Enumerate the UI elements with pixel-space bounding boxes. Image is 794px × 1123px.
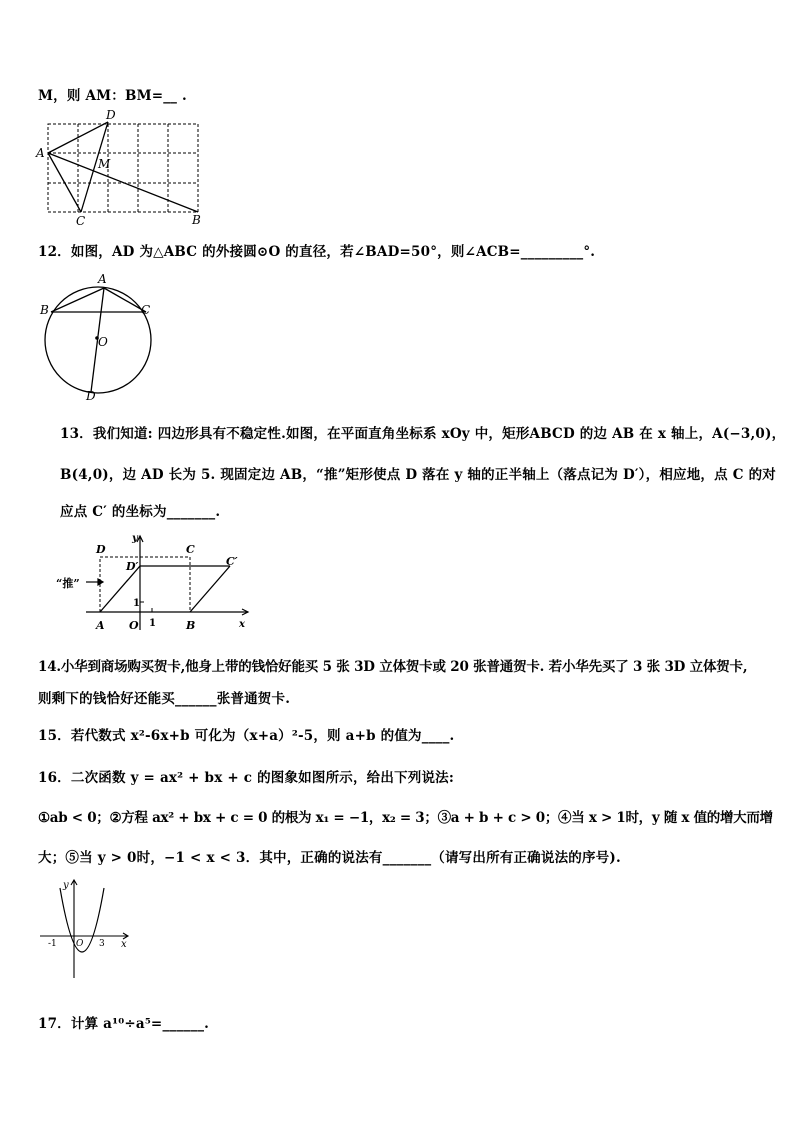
parabola-figure [36, 876, 136, 980]
label-A: A [36, 146, 45, 160]
label-C: C [141, 303, 151, 317]
label-C: C [186, 543, 195, 556]
q11-text: M，则 AM：BM=__ . [38, 88, 187, 104]
label-M: M [98, 157, 111, 171]
label-O: O [129, 619, 139, 632]
label-B: B [192, 213, 201, 227]
label-y: y [132, 533, 138, 544]
circle-figure [36, 268, 156, 402]
q12-text: 12．如图，AD 为△ABC 的外接圆⊙O 的直径，若∠BAD=50°，则∠ACB=_________°. [38, 244, 596, 260]
q16-line3: 大；⑤当 y > 0时，−1 < x < 3．其中，正确的说法有_______（请写出所有正确说法的序号). [38, 850, 621, 866]
label-A: A [96, 619, 105, 632]
q13-line1: 13．我们知道: 四边形具有不稳定性.如图，在平面直角坐标系 xOy 中，矩形ABCD 的边 AB 在 x 轴上，A(−3,0)， [60, 426, 786, 442]
label-A: A [98, 272, 107, 286]
q16-line2: ①ab < 0；②方程 ax² + bx + c = 0 的根为 x₁ = −1，x₂ = 3；③a + b + c > 0；④当 x > 1时，y 随 x 值的增大而增 [38, 810, 773, 826]
label-D: D [106, 108, 116, 122]
q15-text: 15．若代数式 x²-6x+b 可化为（x+a）²-5，则 a+b 的值为____. [38, 728, 455, 744]
rectangle-push-figure [56, 530, 256, 638]
q13-line2: B(4,0)，边 AD 长为 5. 现固定边 AB，“推”矩形使点 D 落在 y 轴的正半轴上（落点记为 D′），相应地，点 C 的对 [60, 467, 776, 483]
label-x: x [121, 939, 127, 950]
q13-line3: 应点 C′ 的坐标为_______. [60, 504, 221, 520]
label-push: “推” [56, 577, 80, 590]
label-one-x: 1 [149, 618, 156, 629]
label-B: B [40, 303, 49, 317]
q14-line2: 则剩下的钱恰好还能买______张普通贺卡. [38, 691, 291, 707]
q16-line1: 16．二次函数 y = ax² + bx + c 的图象如图所示，给出下列说法: [38, 770, 455, 786]
label-neg1: -1 [48, 939, 57, 949]
label-B: B [186, 619, 196, 632]
label-one-y: 1 [133, 598, 140, 609]
grid-figure [34, 106, 214, 228]
label-D-prime: D′ [126, 560, 139, 573]
label-three: 3 [99, 939, 105, 949]
label-O: O [98, 335, 108, 349]
label-x: x [239, 619, 245, 630]
label-C: C [76, 214, 86, 228]
q14-line1: 14.小华到商场购买贺卡,他身上带的钱恰好能买 5 张 3D 立体贺卡或 20 张普通贺卡. 若小华先买了 3 张 3D 立体贺卡, [38, 659, 748, 675]
label-O: O [76, 939, 84, 949]
label-D: D [86, 389, 96, 402]
label-D: D [96, 543, 106, 556]
label-C-prime: C′ [226, 555, 238, 568]
label-y: y [63, 880, 69, 891]
q17-text: 17．计算 a¹⁰÷a⁵=______. [38, 1016, 210, 1032]
